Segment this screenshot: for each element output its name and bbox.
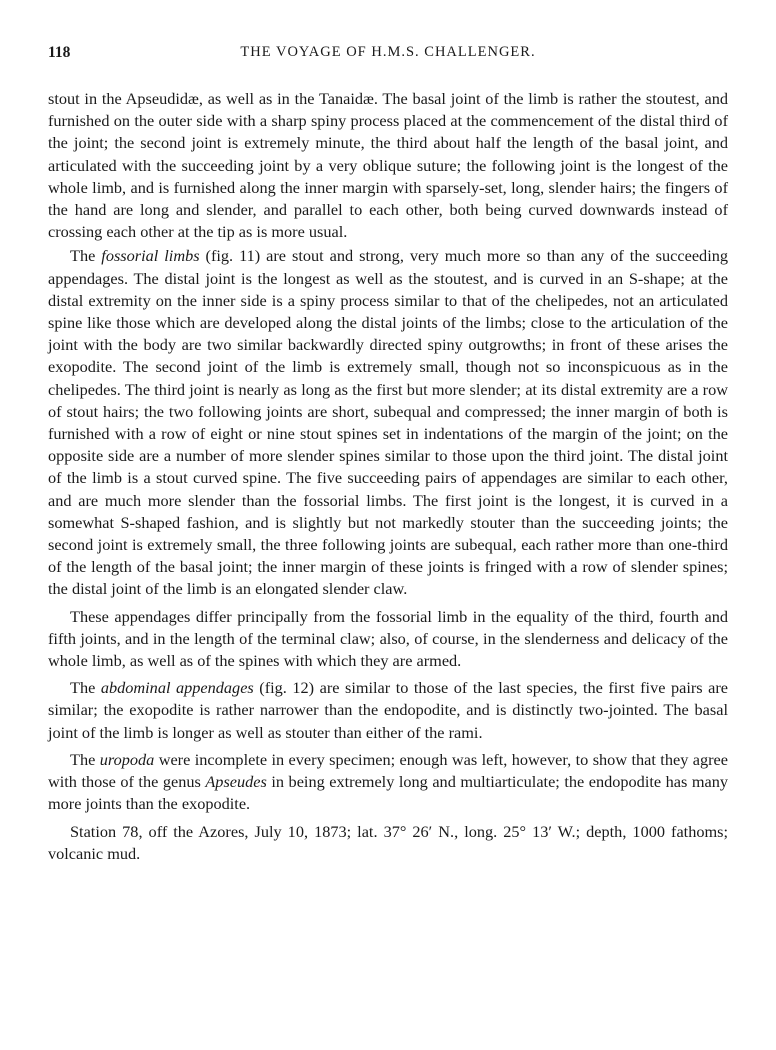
paragraph-chelipedes-continued — [48, 88, 728, 243]
paragraph-appendages-differ — [48, 606, 728, 673]
term-uropoda: uropoda — [99, 749, 155, 769]
paragraph-station — [48, 821, 728, 865]
paragraph-text: These appendages differ principally from the fossorial limb in the equality of the third, fourth and fifth joints, and in the length of the terminal claw; also, of course, in the slenderness and delicacy of the whole limb, as well as of the spines with which they are armed. — [48, 606, 728, 671]
running-header — [48, 44, 728, 70]
term-apseudes: Apseudes — [205, 772, 267, 792]
paragraph-text: Station 78, off the Azores, July 10, 1873; lat. 37° 26′ N., long. 25° 13′ W.; depth, 1000 fathoms; volcanic mud. — [48, 821, 728, 863]
paragraph-text: stout in the Apseudidæ, as well as in the Tanaidæ. The basal joint of the limb is rather the stoutest, and furnished on the outer side with a sharp spiny process placed at the commencement of the distal third of the joint; the second joint is extremely minute, the third about half the length of the basal joint, and articulated with the succeeding joint by a very oblique suture; the following joint is the longest of the whole limb, and is furnished along the inner margin with sparsely-set, long, slender hairs; the fingers of the hand are long and slender, and parallel to each other, both being curved downwards instead of crossing each other at the tip as is more usual. — [48, 89, 728, 242]
page-number: 118 — [48, 44, 71, 61]
body-text — [48, 88, 728, 867]
term-abdominal-appendages: abdominal appendages — [100, 678, 254, 698]
paragraph-abdominal-appendages: The abdominal appendages (fig. 12) are similar to those of the last species, the first five pairs are similar; the exopodite is rather narrower than the endopodite, and is distinctly two-jointed. The basal joint of the limb is longer as well as stouter than either of the rami. — [48, 678, 728, 742]
running-title: THE VOYAGE OF H.M.S. CHALLENGER. — [240, 44, 536, 60]
paragraph-uropoda: The uropoda were incomplete in every specimen; enough was left, however, to show that they agree with those of the genus Apseudes in being extremely long and multiarticulate; the endopodite has many more joints than the exopodite. — [48, 749, 729, 814]
term-fossorial-limbs: fossorial limbs — [101, 246, 200, 266]
paragraph-fossorial-limbs: The fossorial limbs (fig. 11) are stout and strong, very much more so than any of the succeeding appendages. The distal joint is the longest as well as the stoutest, and is curved in an S-shape; at the distal extremity on the inner side is a spiny process similar to that of the chelipedes, not an articulated spine like those which are developed along the distal joints of the limbs; close to the articulation of the joint with the body are two similar backwardly directed spiny outgrowths; in front of these arises the exopodite. The second joint of the limb is extremely small, though not so inconspicuous as in the chelipedes. The third joint is nearly as long as the first but more slender; at its distal extremity are a row of stout hairs; the two following joints are short, subequal and compressed; the inner margin of both is furnished with a row of eight or nine stout spines set in indentations of the margin of the joint; on the opposite side are a number of more slender spines similar to those upon the third joint. The distal joint of the limb is a stout curved spine. The five succeeding pairs of appendages are similar to each other, and are much more slender than the fossorial limbs. The first joint is the longest, it is curved in a somewhat S-shaped fashion, and is slightly but not markedly stouter than the succeeding joints; the second joint is extremely small, the three following joints are subequal, each rather more than one-third of the length of the basal joint; the inner margin of these joints is fringed with a row of slender spines; the distal joint of the limb is an elongated slender claw. — [48, 246, 729, 599]
